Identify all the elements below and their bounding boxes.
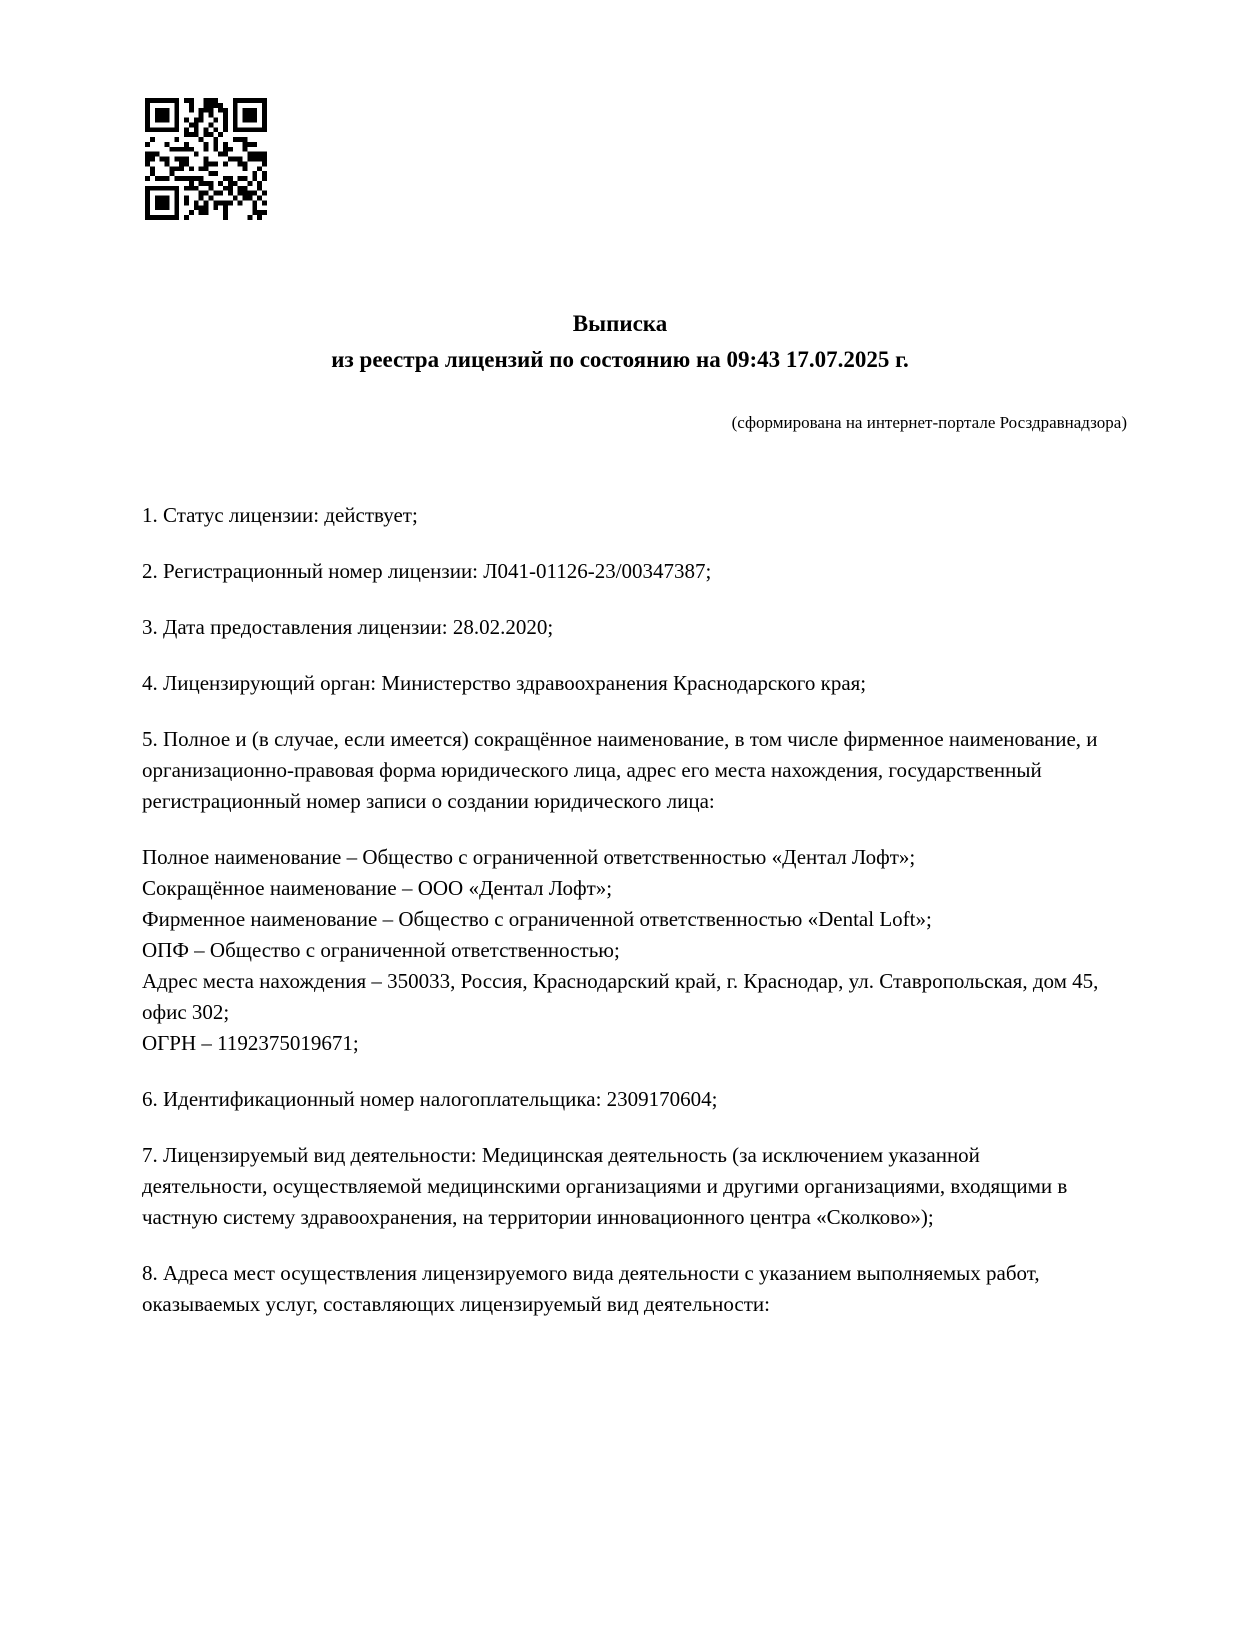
paragraph-line: 5. Полное и (в случае, если имеется) сокращённое наименование, в том числе фирменное наименование, и организационно-правовая форма юридического лица, адрес его места нахождения, государственный регистрационный номер записи о создании юридического лица: bbox=[142, 727, 1098, 813]
paragraph-line: Сокращённое наименование – ООО «Дентал Лофт»; bbox=[142, 876, 613, 900]
paragraph-line: 7. Лицензируемый вид деятельности: Медицинская деятельность (за исключением указанной деятельности, осуществляемой медицинскими организациями и другими организациями, входящими в частную систему здравоохранения, на территории инновационного центра «Сколково»); bbox=[142, 1143, 1068, 1229]
paragraph bbox=[142, 842, 1100, 1059]
paragraph-line: ОПФ – Общество с ограниченной ответственностью; bbox=[142, 938, 620, 962]
paragraph bbox=[142, 500, 1100, 531]
paragraph bbox=[142, 668, 1100, 699]
document-title-line1: Выписка bbox=[572, 311, 668, 336]
document-body bbox=[142, 500, 1100, 1320]
paragraph-line: Фирменное наименование – Общество с ограниченной ответственностью «Dental Loft»; bbox=[142, 907, 932, 931]
paragraph-line: 1. Статус лицензии: действует; bbox=[142, 503, 418, 527]
paragraph-line: ОГРН – 1192375019671; bbox=[142, 1031, 359, 1055]
document-title-line2: из реестра лицензий по состоянию на 09:43 17.07.2025 г. bbox=[331, 347, 909, 372]
paragraph bbox=[142, 612, 1100, 643]
paragraph bbox=[142, 724, 1100, 817]
qr-code-icon bbox=[145, 98, 267, 220]
paragraph bbox=[142, 556, 1100, 587]
paragraph-line: 4. Лицензирующий орган: Министерство здравоохранения Краснодарского края; bbox=[142, 671, 867, 695]
paragraph-line: 2. Регистрационный номер лицензии: Л041-01126-23/00347387; bbox=[142, 559, 712, 583]
paragraph-line: 3. Дата предоставления лицензии: 28.02.2020; bbox=[142, 615, 554, 639]
paragraph-line: Полное наименование – Общество с ограниченной ответственностью «Дентал Лофт»; bbox=[142, 845, 916, 869]
paragraph bbox=[142, 1084, 1100, 1115]
paragraph bbox=[142, 1258, 1100, 1320]
paragraph-line: 6. Идентификационный номер налогоплательщика: 2309170604; bbox=[142, 1087, 718, 1111]
paragraph-line: Адрес места нахождения – 350033, Россия, Краснодарский край, г. Краснодар, ул. Ставропольская, дом 45, офис 302; bbox=[142, 969, 1099, 1024]
paragraph-line: 8. Адреса мест осуществления лицензируемого вида деятельности с указанием выполняемых работ, оказываемых услуг, составляющих лицензируемый вид деятельности: bbox=[142, 1261, 1040, 1316]
document-subtitle: (сформирована на интернет-портале Росздравнадзора) bbox=[731, 413, 1127, 432]
paragraph bbox=[142, 1140, 1100, 1233]
